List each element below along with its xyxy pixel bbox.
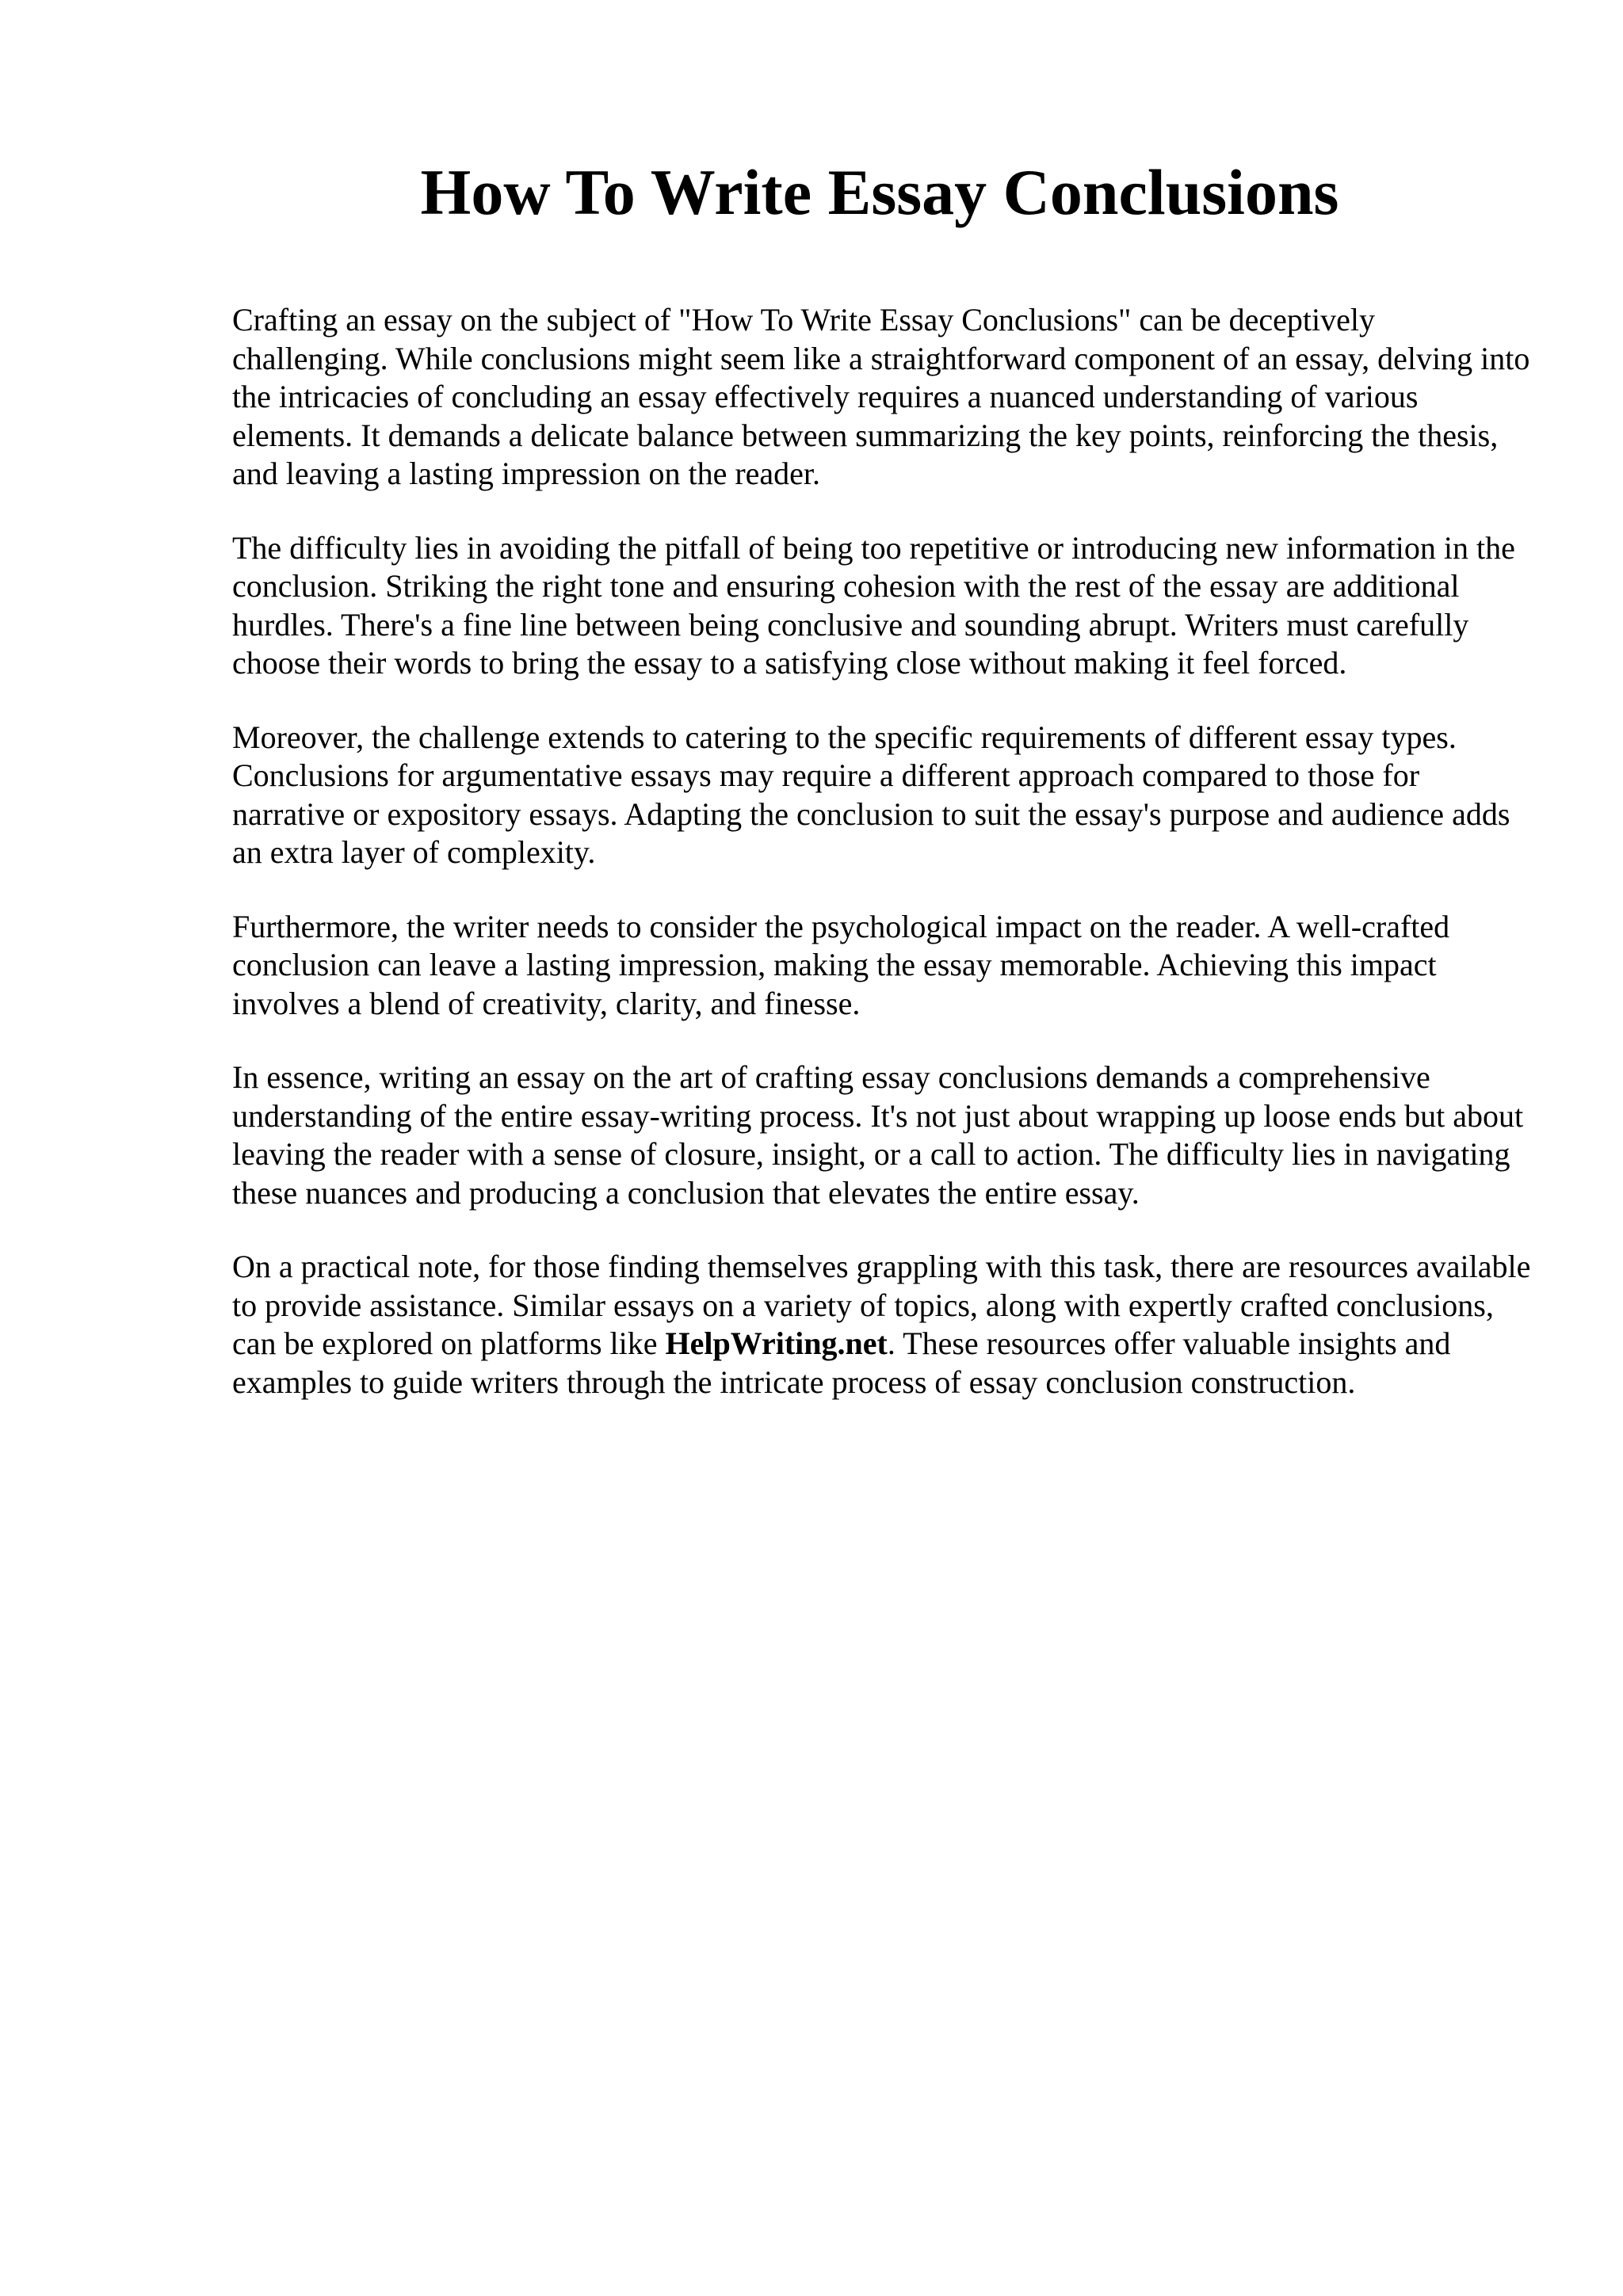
paragraph-2: The difficulty lies in avoiding the pitfall of being too repetitive or introducing new information in the conclusion. Striking the right tone and ensuring cohesion with the rest of the essay are additional hurdles. There's a fine line between being conclusive and sounding abrupt. Writers must carefully choose their words to bring the essay to a satisfying close without making it feel forced. xyxy=(232,529,1515,681)
paragraph-3: Moreover, the challenge extends to catering to the specific requirements of different essay types. Conclusions for argumentative essays may require a different approach compared to those for narrative or expository essays. Adapting the conclusion to suit the essay's purpose and audience adds an extra layer of complexity. xyxy=(232,719,1510,870)
document-body xyxy=(232,301,1532,1437)
paragraph-6-text-after: . These resources offer valuable insights and examples to guide writers through the intricate process of essay conclusion construction. xyxy=(232,1325,1451,1400)
page-title: How To Write Essay Conclusions xyxy=(420,156,1339,228)
paragraph-4: Furthermore, the writer needs to consider the psychological impact on the reader. A well-crafted conclusion can leave a lasting impression, making the essay memorable. Achieving this impact involves a blend of creativity, clarity, and finesse. xyxy=(232,908,1450,1021)
paragraph-5: In essence, writing an essay on the art of crafting essay conclusions demands a comprehensive understanding of the entire essay-writing process. It's not just about wrapping up loose ends but about leaving the reader with a sense of closure, insight, or a call to action. The difficulty lies in navigating these nuances and producing a conclusion that elevates the entire essay. xyxy=(232,1059,1524,1211)
helpwriting-link[interactable]: HelpWriting.net xyxy=(665,1325,888,1361)
paragraph-1: Crafting an essay on the subject of "How To Write Essay Conclusions" can be deceptively challenging. While conclusions might seem like a straightforward component of an essay, delving into the intricacies of concluding an essay effectively requires a nuanced understanding of various elements. It demands a delicate balance between summarizing the key points, reinforcing the thesis, and leaving a lasting impression on the reader. xyxy=(232,302,1530,491)
paragraph-6 xyxy=(232,1248,1532,1402)
paragraph-6-text-before: On a practical note, for those finding themselves grappling with this task, there are resources available to provide assistance. Similar essays on a variety of topics, along with expertly crafted conclusions, can be explored on platforms like xyxy=(232,1249,1531,1361)
